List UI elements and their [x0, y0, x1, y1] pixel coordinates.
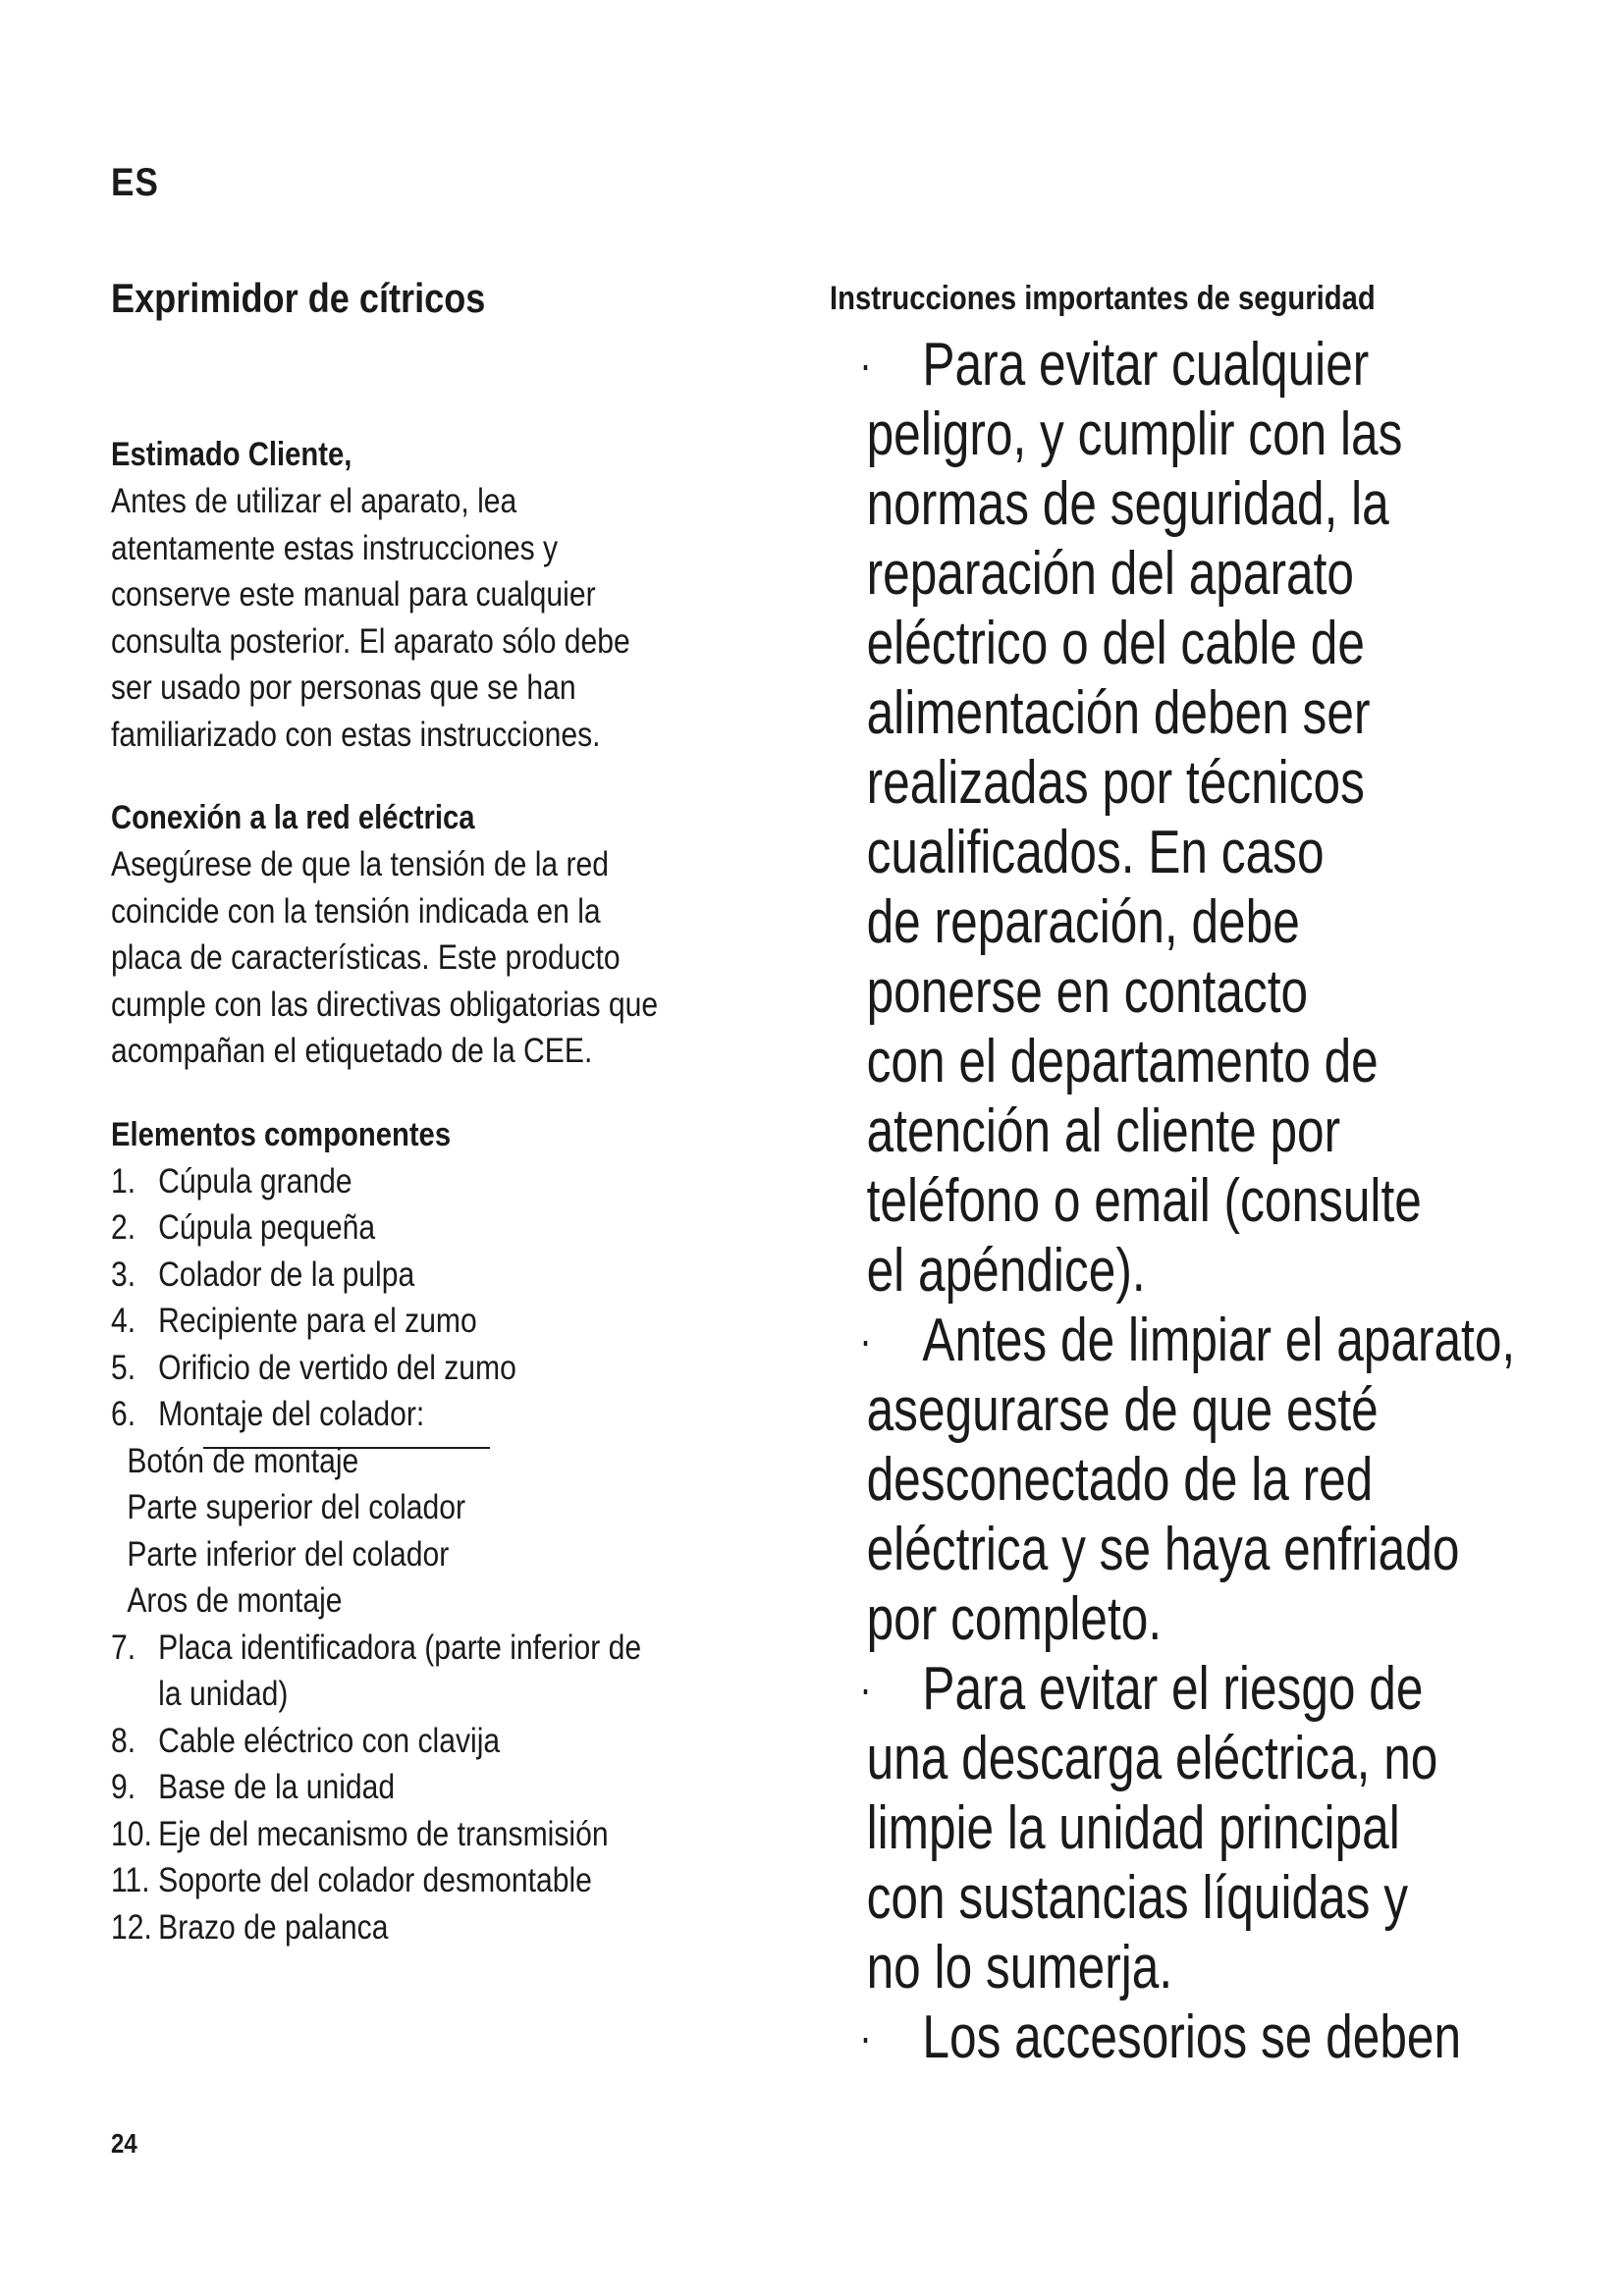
item-number: 5. [111, 1348, 136, 1387]
safety-heading: Instrucciones importantes de seguridad [830, 280, 1376, 317]
safety-item-lead: Para evitar el riesgo de [922, 1655, 1424, 1723]
assembly-underline [203, 1447, 490, 1449]
safety-item-text: asegurarse de que esté desconectado de la red eléctrica y se haya enfriado por completo. [866, 1376, 1460, 1653]
safety-item-first-line [830, 1654, 1423, 1724]
list-item [111, 1764, 770, 1811]
bullet-icon: · [859, 339, 872, 390]
safety-item-lead: Antes de limpiar el aparato, [922, 1307, 1516, 1374]
item-text: Soporte del colador desmontable [158, 1861, 592, 1899]
list-item [111, 1811, 770, 1858]
item-number: 9. [111, 1768, 136, 1806]
list-item [111, 1204, 770, 1252]
item-number: 6. [111, 1395, 136, 1433]
item-text: Cúpula grande [158, 1161, 352, 1201]
item-number: 4. [111, 1302, 136, 1340]
list-item [111, 1391, 770, 1438]
safety-item-lead: Los accesorios se deben [922, 2003, 1462, 2071]
sub-list-item: Parte superior del colador [127, 1488, 466, 1526]
safety-item [830, 1306, 1607, 1654]
list-item [111, 1857, 770, 1904]
list-item [111, 1904, 770, 1951]
list-item [111, 1625, 770, 1718]
item-number: 8. [111, 1721, 136, 1760]
safety-item-text: peligro, y cumplir con las normas de seguridad, la reparación del aparato eléctrico o del cable de alimentación deben ser realizadas por técnicos cualificados. En caso de reparación, debe ponerse en contacto con el departamento de atención al cliente por teléfono o email (consulte el apéndice). [866, 400, 1422, 1305]
safety-list [830, 330, 1607, 2072]
components-heading: Elementos componentes [111, 1115, 452, 1153]
item-text: Cúpula pequeña [158, 1208, 376, 1247]
list-item [111, 1158, 770, 1205]
page-number: 24 [111, 2128, 137, 2159]
sub-list-item: Parte inferior del colador [127, 1534, 450, 1574]
item-number: 7. [111, 1628, 136, 1667]
list-item [111, 1345, 770, 1392]
item-number: 2. [111, 1208, 136, 1247]
connection-text: Asegúrese de que la tensión de la red coincide con la tensión indicada en la placa de características. Este producto cumple con las directivas obligatorias que acompañan el etiquetado de la CEE. [111, 845, 659, 1070]
greeting-heading: Estimado Cliente, [111, 436, 352, 473]
safety-item-first-line [830, 1306, 1515, 1375]
components-list [111, 1158, 770, 1951]
list-item [111, 1298, 770, 1345]
item-text: Recipiente para el zumo [158, 1302, 477, 1340]
safety-item-first-line [830, 2002, 1461, 2072]
item-text: Placa identificadora (parte inferior de la unidad) [158, 1628, 642, 1713]
item-number: 1. [111, 1161, 136, 1201]
bullet-icon: · [859, 1663, 872, 1714]
list-item [111, 1718, 770, 1765]
language-code: ES [111, 161, 159, 204]
safety-item-text: una descarga eléctrica, no limpie la unidad principal con sustancias líquidas y no lo sumerja. [866, 1725, 1438, 2002]
item-number: 11. [111, 1861, 150, 1899]
item-text: Base de la unidad [158, 1768, 396, 1806]
item-text: Colador de la pulpa [158, 1255, 415, 1294]
sub-list-item: Botón de montaje [127, 1441, 359, 1480]
item-text: Eje del mecanismo de transmisión [158, 1814, 609, 1853]
left-column [111, 275, 779, 1950]
item-text: Montaje del colador: [158, 1395, 425, 1433]
item-number: 10. [111, 1814, 152, 1853]
bullet-icon: · [859, 2011, 872, 2062]
safety-item [830, 2002, 1607, 2072]
greeting-text: Antes de utilizar el aparato, lea atentamente estas instrucciones y conserve este manual para cualquier consulta posterior. El aparato sólo debe ser usado por personas que se han familiarizado con estas instrucciones. [111, 482, 630, 754]
item-text: Orificio de vertido del zumo [158, 1348, 516, 1387]
right-column [830, 280, 1596, 2072]
item-text: Brazo de palanca [158, 1907, 389, 1947]
safety-item-first-line [830, 330, 1369, 400]
page-title: Exprimidor de cítricos [111, 275, 486, 321]
connection-heading: Conexión a la red eléctrica [111, 799, 475, 836]
sub-list-item: Aros de montaje [127, 1581, 343, 1620]
safety-item [830, 330, 1607, 1306]
item-number: 3. [111, 1255, 136, 1294]
bullet-icon: · [859, 1314, 872, 1365]
list-item [111, 1252, 770, 1299]
item-number: 12. [111, 1907, 152, 1947]
item-text: Cable eléctrico con clavija [158, 1721, 501, 1760]
safety-item [830, 1654, 1607, 2002]
safety-item-lead: Para evitar cualquier [922, 331, 1370, 399]
